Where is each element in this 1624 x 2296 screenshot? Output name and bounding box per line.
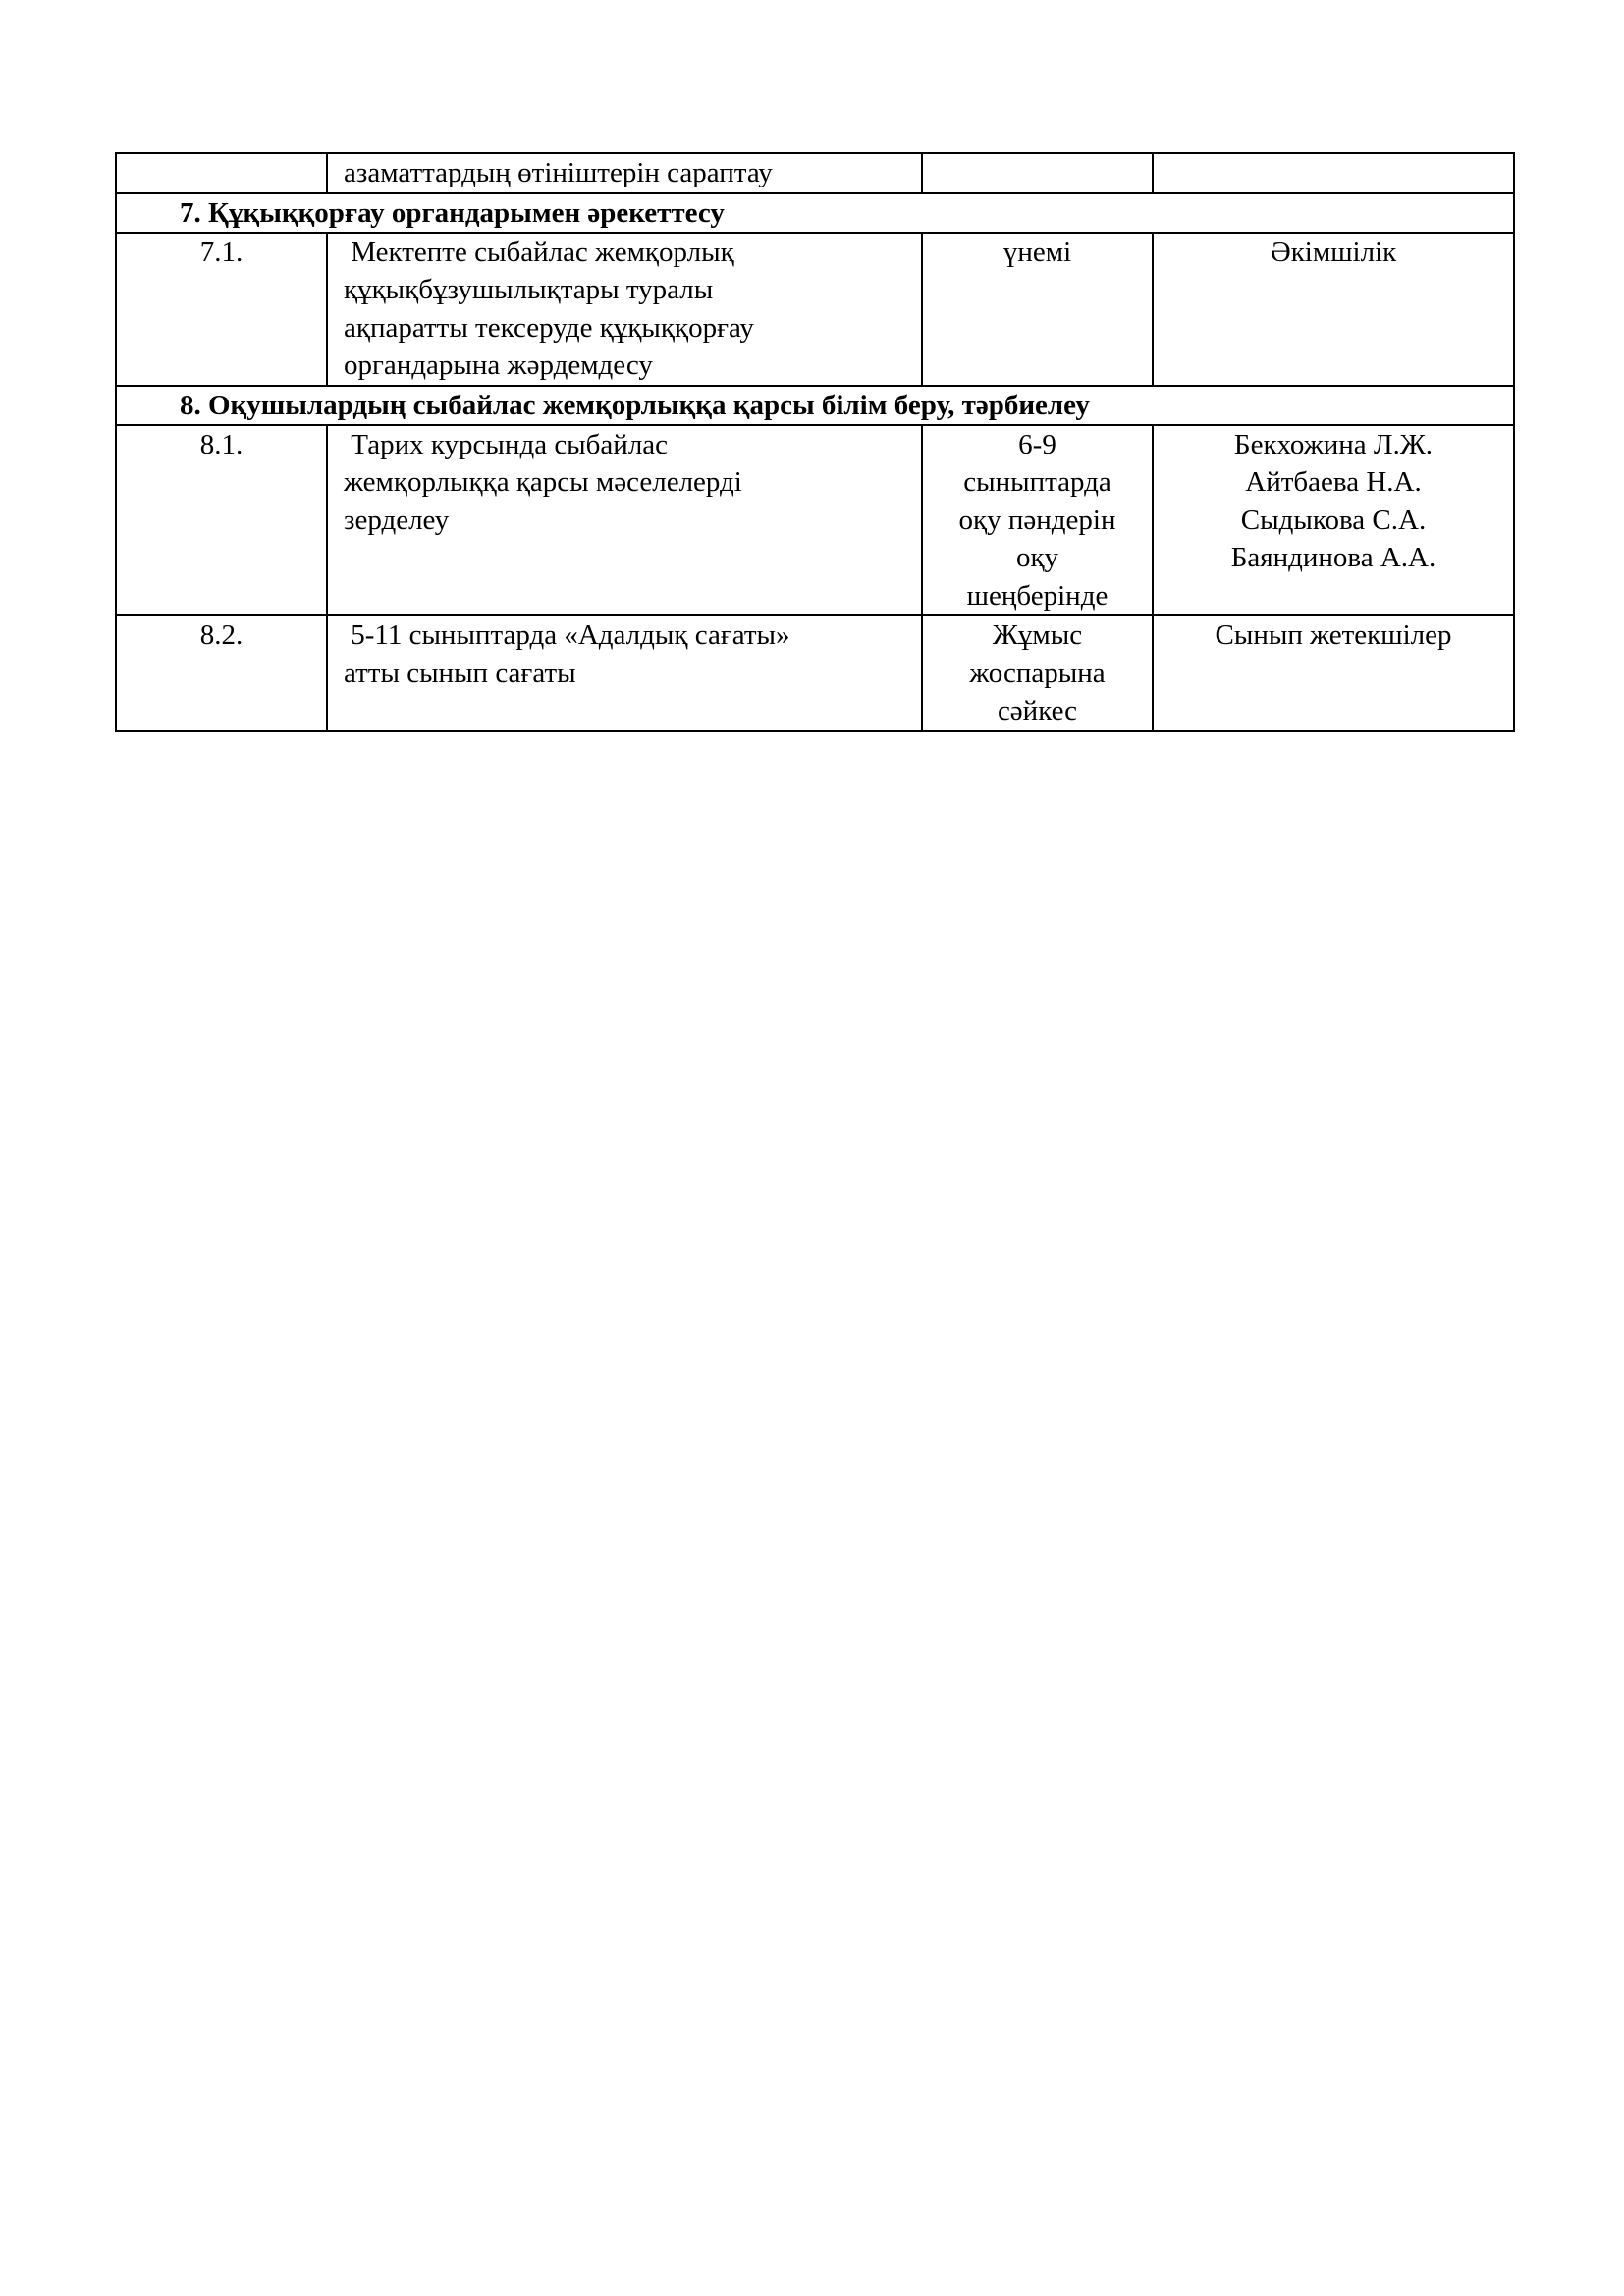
term-cell: [922, 425, 1153, 616]
activity-line: зерделеу: [344, 504, 450, 536]
term-line: сәйкес: [997, 695, 1078, 726]
activity-line: Мектепте сыбайлас жемқорлық: [344, 236, 734, 268]
activity-line: органдарына жәрдемдесу: [344, 349, 653, 381]
term-line: сыныптарда: [963, 466, 1111, 498]
term-cell: [922, 233, 1153, 386]
responsible-cell: [1153, 153, 1514, 193]
responsible-line: Бекхожина Л.Ж.: [1233, 428, 1434, 460]
term-line: шеңберінде: [966, 579, 1109, 612]
term-line: үнемі: [1002, 236, 1072, 268]
activity-line: ақпаратты тексеруде құқыққорғау: [344, 311, 754, 344]
activity-line: 5-11 сыныптарда «Адалдық сағаты»: [344, 619, 790, 651]
section-heading-row: [116, 386, 1514, 425]
term-line: оқу пәндерін: [958, 504, 1116, 536]
activity-line: жемқорлыққа қарсы мәселелерді: [344, 466, 742, 498]
term-line: жоспарына: [969, 657, 1106, 689]
activity-cell: [327, 153, 922, 193]
responsible-line: Сыдыкова С.А.: [1240, 504, 1427, 536]
term-cell: [922, 153, 1153, 193]
responsible-cell: [1153, 233, 1514, 386]
responsible-cell: [1153, 615, 1514, 731]
table-row: [116, 615, 1514, 731]
section-title: 8. Оқушылардың сыбайлас жемқорлыққа қарсы білім беру, тәрбиелеу: [116, 386, 1514, 425]
section-title: 7. Құқыққорғау органдарымен әрекеттесу: [116, 193, 1514, 233]
row-number-cell: 8.1.: [116, 425, 327, 616]
activity-line: атты сынып сағаты: [344, 657, 576, 689]
term-cell: [922, 615, 1153, 731]
activity-cell: [327, 233, 922, 386]
table-row: [116, 425, 1514, 616]
table-row: [116, 153, 1514, 193]
responsible-line: Айтбаева Н.А.: [1245, 466, 1422, 498]
activity-cell: [327, 425, 922, 616]
term-line: оқу: [1015, 542, 1059, 573]
row-number-cell: [116, 153, 327, 193]
activity-line: құқықбұзушылықтары туралы: [344, 274, 714, 305]
row-number-cell: 7.1.: [116, 233, 327, 386]
table-row: [116, 233, 1514, 386]
term-line: 6-9: [1018, 428, 1056, 460]
term-line: Жұмыс: [992, 619, 1083, 651]
responsible-line: Әкімшілік: [1270, 236, 1397, 268]
row-number-cell: 8.2.: [116, 615, 327, 731]
activity-line: азаматтардың өтініштерін сараптау: [344, 157, 773, 188]
section-heading-row: [116, 193, 1514, 233]
responsible-line: Сынып жетекшілер: [1215, 619, 1452, 651]
responsible-cell: [1153, 425, 1514, 616]
activity-line: Тарих курсында сыбайлас: [344, 428, 669, 460]
responsible-line: Баяндинова А.А.: [1230, 542, 1436, 573]
activity-cell: [327, 615, 922, 731]
plan-table: [115, 152, 1515, 732]
